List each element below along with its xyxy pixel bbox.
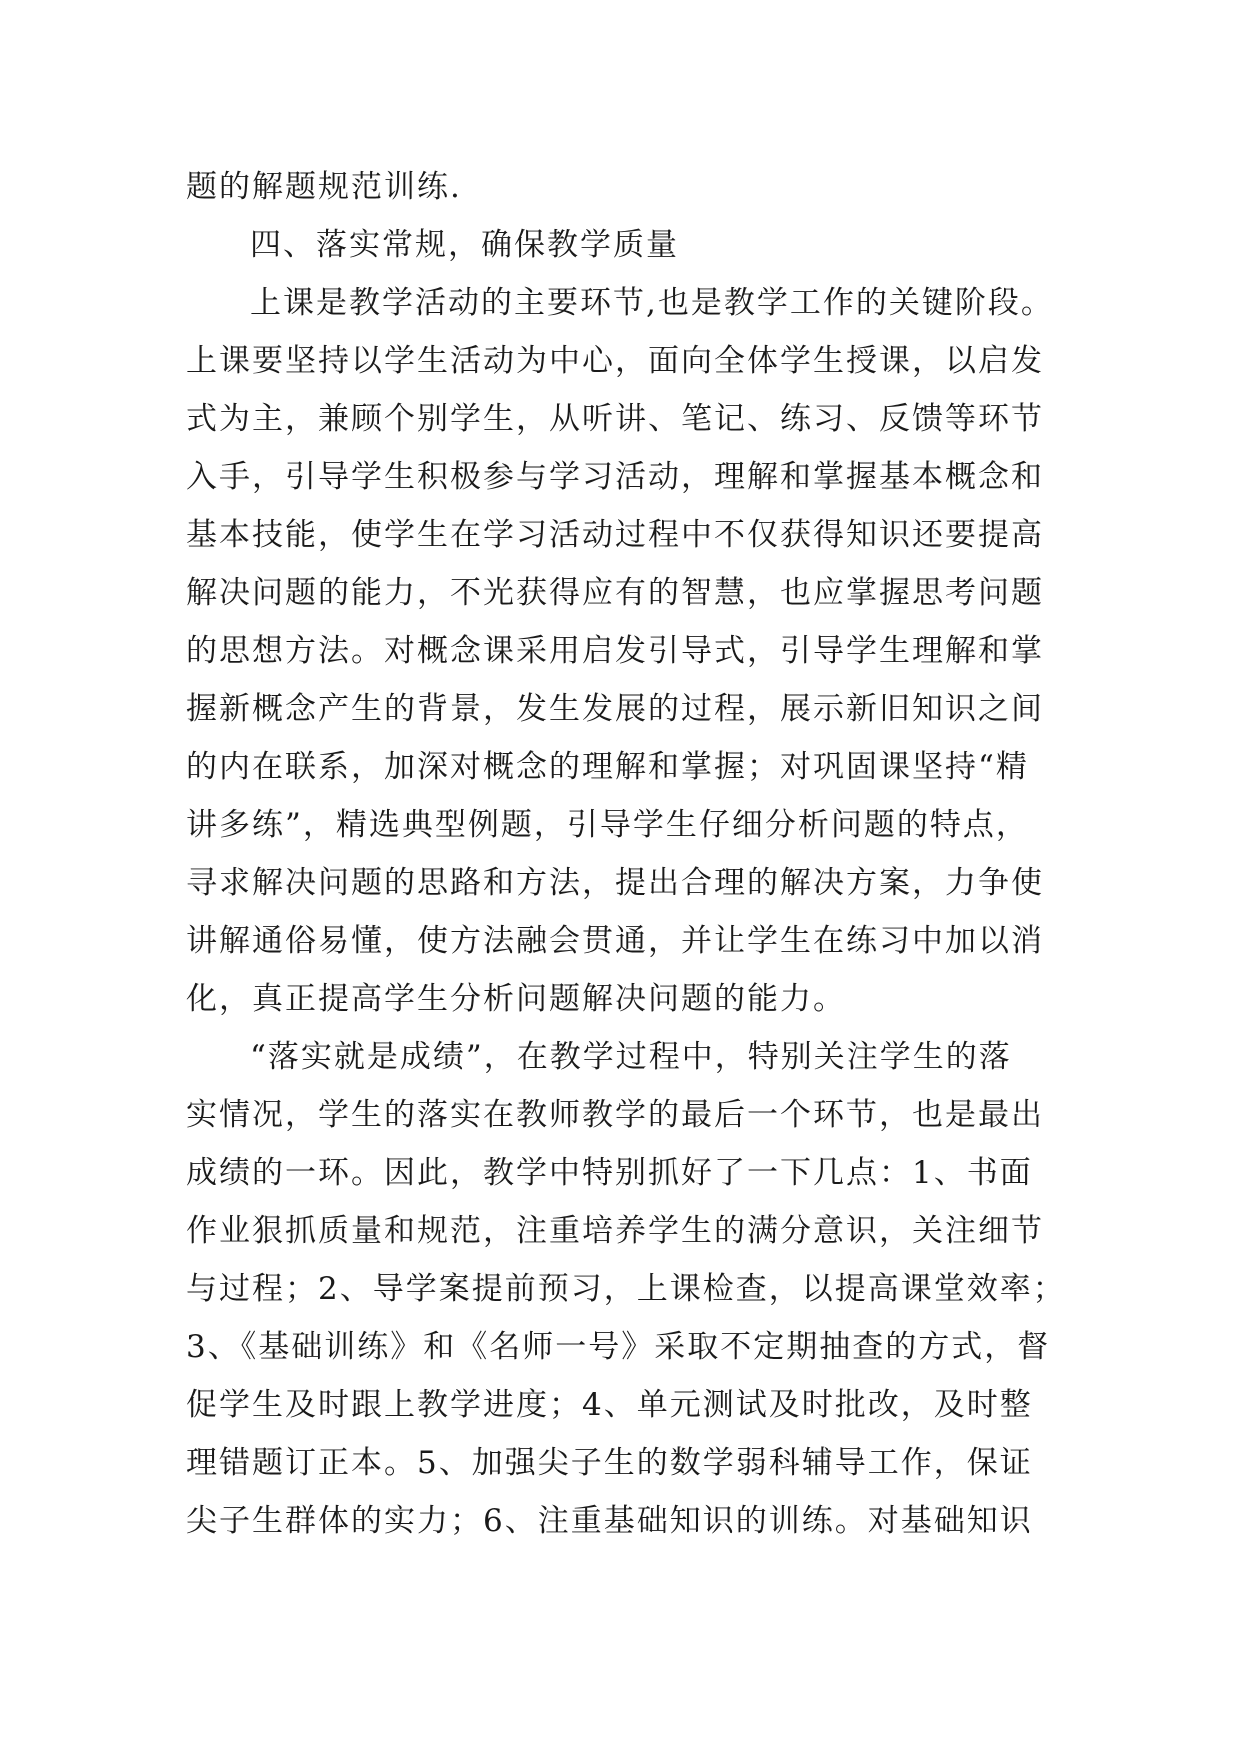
text-line: 促学生及时跟上教学进度；4、单元测试及时批改，及时整 (186, 1387, 1033, 1423)
text-line: 理错题订正本。5、加强尖子生的数学弱科辅导工作，保证 (186, 1445, 1033, 1481)
text-line: 上课是教学活动的主要环节,也是教学工作的关键阶段。 (250, 285, 1054, 321)
text-line: 的思想方法。对概念课采用启发引导式，引导学生理解和掌 (186, 633, 1044, 669)
text-line: 上课要坚持以学生活动为中心，面向全体学生授课，以启发 (186, 343, 1044, 379)
text-line: 讲多练”，精选典型例题，引导学生仔细分析问题的特点， (186, 807, 1029, 843)
text-line: 尖子生群体的实力；6、注重基础知识的训练。对基础知识 (186, 1503, 1033, 1539)
text-line: 题的解题规范训练. (186, 169, 462, 205)
text-line: 实情况，学生的落实在教师教学的最后一个环节，也是最出 (186, 1097, 1044, 1133)
text-line: 3、《基础训练》和《名师一号》采取不定期抽查的方式，督 (186, 1329, 1051, 1365)
text-line: 成绩的一环。因此，教学中特别抓好了一下几点：1、书面 (186, 1155, 1033, 1191)
text-line: 化，真正提高学生分析问题解决问题的能力。 (186, 981, 846, 1017)
text-line: “落实就是成绩”，在教学过程中，特别关注学生的落 (250, 1039, 1012, 1075)
text-line: 入手，引导学生积极参与学习活动，理解和掌握基本概念和 (186, 459, 1044, 495)
section-heading: 四、落实常规，确保教学质量 (250, 227, 679, 263)
text-line: 讲解通俗易懂，使方法融会贯通，并让学生在练习中加以消 (186, 923, 1044, 959)
text-line: 寻求解决问题的思路和方法，提出合理的解决方案，力争使 (186, 865, 1044, 901)
text-line: 解决问题的能力，不光获得应有的智慧，也应掌握思考问题 (186, 575, 1044, 611)
text-line: 基本技能，使学生在学习活动过程中不仅获得知识还要提高 (186, 517, 1044, 553)
text-line: 的内在联系，加深对概念的理解和掌握；对巩固课坚持“精 (186, 749, 1029, 785)
text-line: 握新概念产生的背景，发生发展的过程，展示新旧知识之间 (186, 691, 1044, 727)
text-line: 作业狠抓质量和规范，注重培养学生的满分意识，关注细节 (186, 1213, 1044, 1249)
text-line: 与过程；2、导学案提前预习，上课检查，以提高课堂效率； (186, 1271, 1066, 1307)
text-line: 式为主，兼顾个别学生，从听讲、笔记、练习、反馈等环节 (186, 401, 1044, 437)
